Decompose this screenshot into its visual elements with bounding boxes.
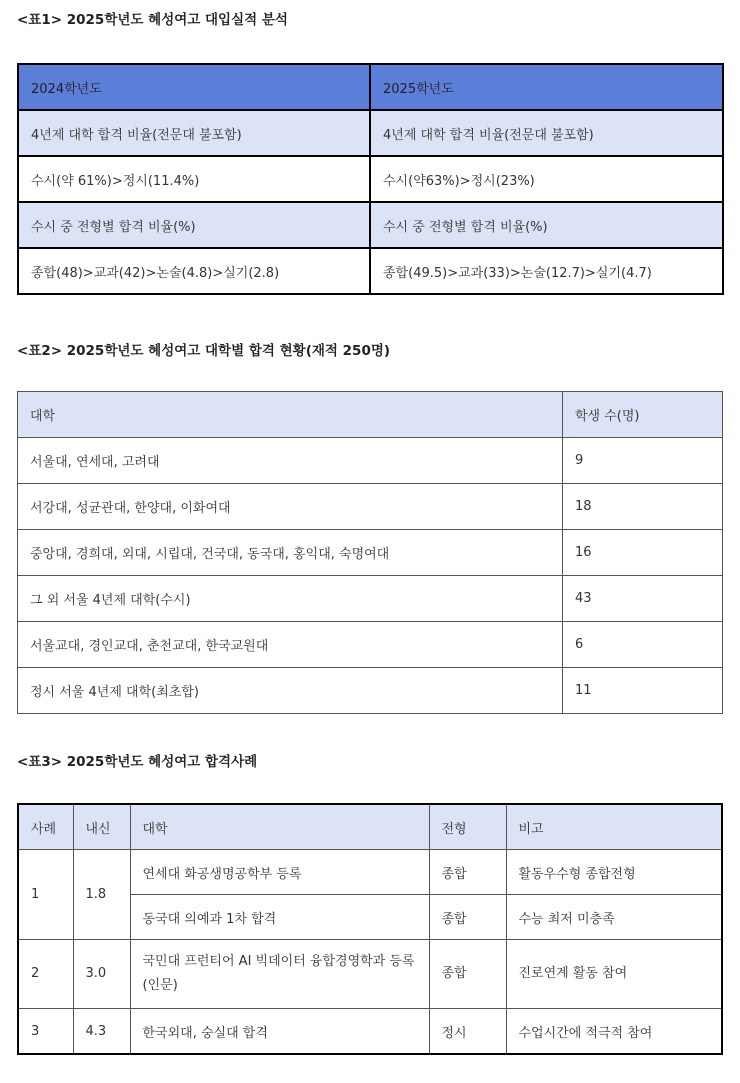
- table-cell: 수시 중 전형별 합격 비율(%): [370, 202, 723, 248]
- count-cell: 11: [563, 668, 723, 714]
- university-cell: 서울대, 연세대, 고려대: [18, 438, 563, 484]
- case-cell: 1: [18, 850, 73, 940]
- header-cell-2024: 2024학년도: [18, 64, 370, 110]
- table3-caption: <표3> 2025학년도 혜성여고 합격사례: [17, 754, 258, 770]
- table-cell: 종합(49.5)>교과(33)>논술(12.7)>실기(4.7): [370, 248, 723, 294]
- university-admissions-table: [17, 391, 723, 714]
- header-cell-type: 전형: [429, 804, 506, 850]
- header-cell-2025: 2025학년도: [370, 64, 723, 110]
- university-cell: 그 외 서울 4년제 대학(수시): [18, 576, 563, 622]
- table-row: [18, 940, 722, 1009]
- case-cell: 3: [18, 1009, 73, 1055]
- table-row: [18, 530, 723, 576]
- grade-cell: 1.8: [73, 850, 130, 940]
- university-cell: 한국외대, 숭실대 합격: [130, 1009, 429, 1055]
- table-cell: 4년제 대학 합격 비율(전문대 불포함): [370, 110, 723, 156]
- header-cell-university: 대학: [18, 392, 563, 438]
- grade-cell: 3.0: [73, 940, 130, 1009]
- table-row: [18, 668, 723, 714]
- type-cell: 정시: [429, 1009, 506, 1055]
- university-cell: 정시 서울 4년제 대학(최초합): [18, 668, 563, 714]
- table-row: [18, 850, 722, 895]
- header-cell-grade: 내신: [73, 804, 130, 850]
- university-cell: 동국대 의예과 1차 합격: [130, 895, 429, 940]
- university-cell: 중앙대, 경희대, 외대, 시립대, 건국대, 동국대, 홍익대, 숙명여대: [18, 530, 563, 576]
- type-cell: 종합: [429, 895, 506, 940]
- admission-cases-table: [17, 803, 723, 1055]
- count-cell: 16: [563, 530, 723, 576]
- table-header-row: [18, 804, 722, 850]
- table-row: [18, 156, 723, 202]
- table2-caption: <표2> 2025학년도 혜성여고 대학별 합격 현황(재적 250명): [17, 343, 391, 359]
- table-cell: 종합(48)>교과(42)>논술(4.8)>실기(2.8): [18, 248, 370, 294]
- count-cell: 6: [563, 622, 723, 668]
- admission-results-table: [17, 63, 724, 295]
- university-cell: 서울교대, 경인교대, 춘천교대, 한국교원대: [18, 622, 563, 668]
- table-row: [18, 484, 723, 530]
- table-row: [18, 1009, 722, 1055]
- table-row: [18, 438, 723, 484]
- university-cell: 서강대, 성균관대, 한양대, 이화여대: [18, 484, 563, 530]
- grade-cell: 4.3: [73, 1009, 130, 1055]
- table-cell: 4년제 대학 합격 비율(전문대 불포함): [18, 110, 370, 156]
- case-cell: 2: [18, 940, 73, 1009]
- note-cell: 수업시간에 적극적 참여: [506, 1009, 722, 1055]
- type-cell: 종합: [429, 850, 506, 895]
- type-cell: 종합: [429, 940, 506, 1009]
- table1-caption: <표1> 2025학년도 혜성여고 대입실적 분석: [17, 12, 288, 28]
- table-row: [18, 622, 723, 668]
- table-row: [18, 248, 723, 294]
- header-cell-count: 학생 수(명): [563, 392, 723, 438]
- table-cell: 수시(약63%)>정시(23%): [370, 156, 723, 202]
- note-cell: 수능 최저 미충족: [506, 895, 722, 940]
- table-row: [18, 576, 723, 622]
- university-cell: 국민대 프런티어 AI 빅데이터 융합경영학과 등록(인문): [130, 940, 429, 1009]
- table-row: [18, 110, 723, 156]
- table-header-row: [18, 392, 723, 438]
- table-row: [18, 202, 723, 248]
- header-cell-note: 비고: [506, 804, 722, 850]
- table-header-row: [18, 64, 723, 110]
- table-cell: 수시 중 전형별 합격 비율(%): [18, 202, 370, 248]
- header-cell-university: 대학: [130, 804, 429, 850]
- university-cell: 연세대 화공생명공학부 등록: [130, 850, 429, 895]
- note-cell: 진로연계 활동 참여: [506, 940, 722, 1009]
- header-cell-case: 사례: [18, 804, 73, 850]
- count-cell: 18: [563, 484, 723, 530]
- count-cell: 9: [563, 438, 723, 484]
- table-cell: 수시(약 61%)>정시(11.4%): [18, 156, 370, 202]
- note-cell: 활동우수형 종합전형: [506, 850, 722, 895]
- count-cell: 43: [563, 576, 723, 622]
